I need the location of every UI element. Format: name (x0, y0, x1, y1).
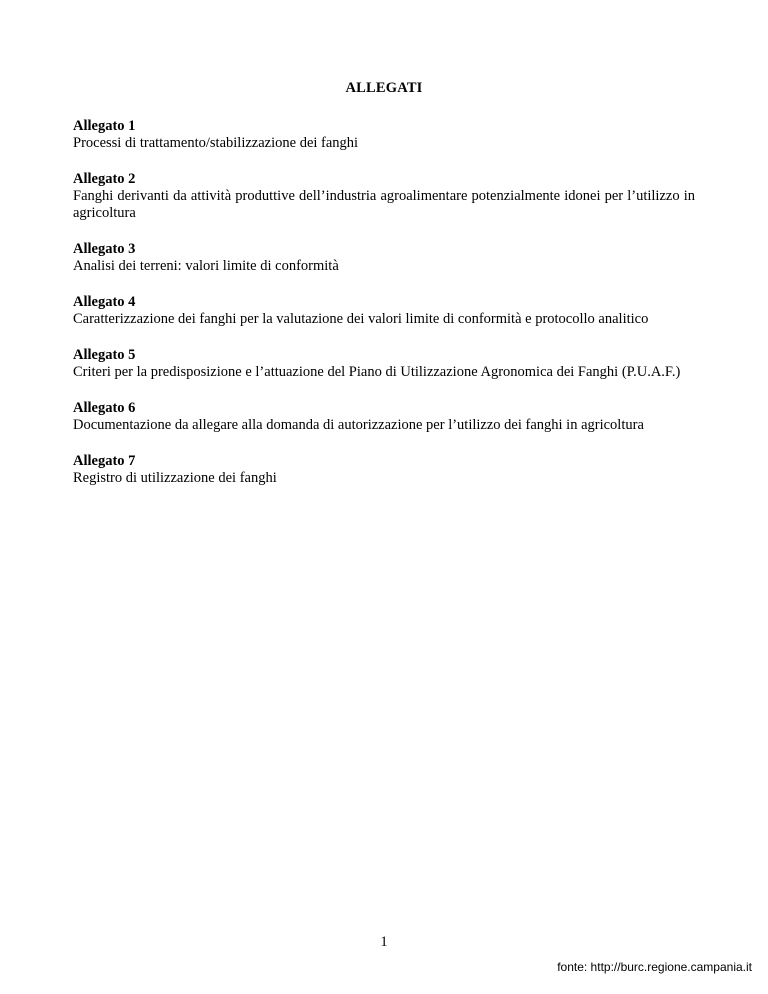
annex-description: Criteri per la predisposizione e l’attuazione del Piano di Utilizzazione Agronomica dei Fanghi (P.U.A.F.) (73, 364, 681, 380)
annex-heading: Allegato 6 (73, 400, 136, 416)
annex-item-1 (73, 118, 695, 152)
annex-heading: Allegato 7 (73, 453, 136, 469)
annex-heading: Allegato 2 (73, 171, 136, 187)
annex-item-4 (73, 294, 695, 328)
annex-description: Processi di trattamento/stabilizzazione dei fanghi (73, 135, 359, 151)
annex-description: Analisi dei terreni: valori limite di conformità (73, 258, 339, 274)
annex-description: Fanghi derivanti da attività produttive dell’industria agroalimentare potenzialmente idonei per l’utilizzo in agricoltura (73, 188, 695, 221)
annex-item-3 (73, 241, 695, 275)
annex-list (73, 118, 695, 506)
page-number: 1 (380, 934, 388, 950)
annex-item-6 (73, 400, 695, 434)
annex-heading: Allegato 5 (73, 347, 136, 363)
annex-heading: Allegato 1 (73, 118, 136, 134)
annex-item-5 (73, 347, 695, 381)
annex-description: Caratterizzazione dei fanghi per la valutazione dei valori limite di conformità e protocollo analitico (73, 311, 649, 327)
annex-description: Documentazione da allegare alla domanda di autorizzazione per l’utilizzo dei fanghi in agricoltura (73, 417, 644, 433)
source-note: fonte: http://burc.regione.campania.it (557, 960, 752, 974)
annex-item-2 (73, 171, 695, 222)
annex-heading: Allegato 4 (73, 294, 136, 310)
annex-heading: Allegato 3 (73, 241, 136, 257)
annex-item-7 (73, 453, 695, 487)
page-title: ALLEGATI (345, 80, 423, 96)
annex-description: Registro di utilizzazione dei fanghi (73, 470, 277, 486)
